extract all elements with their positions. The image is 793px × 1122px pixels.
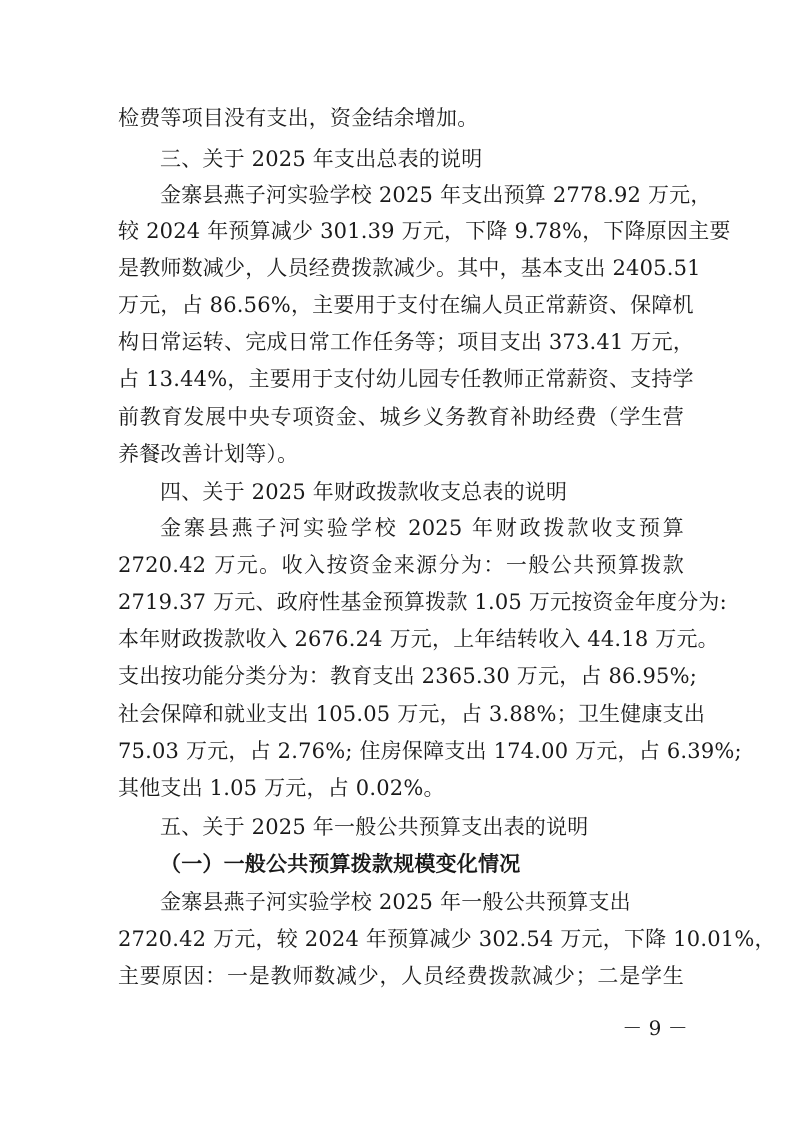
paragraph-line: 社会保障和就业支出 105.05 万元，占 3.88%；卫生健康支出 <box>118 702 706 726</box>
paragraph-line: 本年财政拨款收入 2676.24 万元，上年结转收入 44.18 万元。 <box>118 627 719 651</box>
paragraph-line: 占 13.44%，主要用于支付幼儿园专任教师正常薪资、支持学 <box>118 367 694 391</box>
paragraph-line: 75.03 万元，占 2.76%; 住房保障支出 174.00 万元，占 6.39%; <box>118 739 742 763</box>
paragraph-line: 金寨县燕子河实验学校 2025 年支出预算 2778.92 万元， <box>160 183 712 207</box>
paragraph-line: 金寨县燕子河实验学校 2025 年一般公共预算支出 <box>160 890 631 914</box>
paragraph-line: 其他支出 1.05 万元，占 0.02%。 <box>118 776 445 800</box>
paragraph-line: 是教师数减少，人员经费拨款减少。其中，基本支出 2405.51 <box>118 256 701 280</box>
section-heading-4: 四、关于 2025 年财政拨款收支总表的说明 <box>160 480 568 504</box>
paragraph-line: 构日常运转、完成日常工作任务等；项目支出 373.41 万元， <box>118 330 695 354</box>
paragraph-line: 万元，占 86.56%，主要用于支付在编人员正常薪资、保障机 <box>118 293 694 317</box>
section-heading-5: 五、关于 2025 年一般公共预算支出表的说明 <box>160 815 589 839</box>
paragraph-line: 支出按功能分类分为：教育支出 2365.30 万元，占 86.95%; <box>118 664 698 688</box>
paragraph-line: 2719.37 万元、政府性基金预算拨款 1.05 万元按资金年度分为: <box>118 590 727 614</box>
paragraph-line: 前教育发展中央专项资金、城乡义务教育补助经费（学生营 <box>118 405 684 429</box>
paragraph-line: 检费等项目没有支出，资金结余增加。 <box>118 106 479 130</box>
paragraph-line: 2720.42 万元，较 2024 年预算减少 302.54 万元，下降 10.01%， <box>118 927 776 951</box>
paragraph-line: 较 2024 年预算减少 301.39 万元，下降 9.78%，下降原因主要 <box>118 219 731 243</box>
paragraph-line: 2720.42 万元。收入按资金来源分为：一般公共预算拨款 <box>118 553 684 577</box>
paragraph-line: 养餐改善计划等）。 <box>118 442 299 466</box>
page-number: － 9 － <box>622 1016 688 1040</box>
paragraph-line: 金寨县燕子河实验学校 2025 年财政拨款收支预算 <box>160 516 684 540</box>
subsection-heading: （一）一般公共预算拨款规模变化情况 <box>160 851 521 876</box>
paragraph-line: 主要原因：一是教师数减少，人员经费拨款减少；二是学生 <box>118 964 684 988</box>
section-heading-3: 三、关于 2025 年支出总表的说明 <box>160 147 483 171</box>
